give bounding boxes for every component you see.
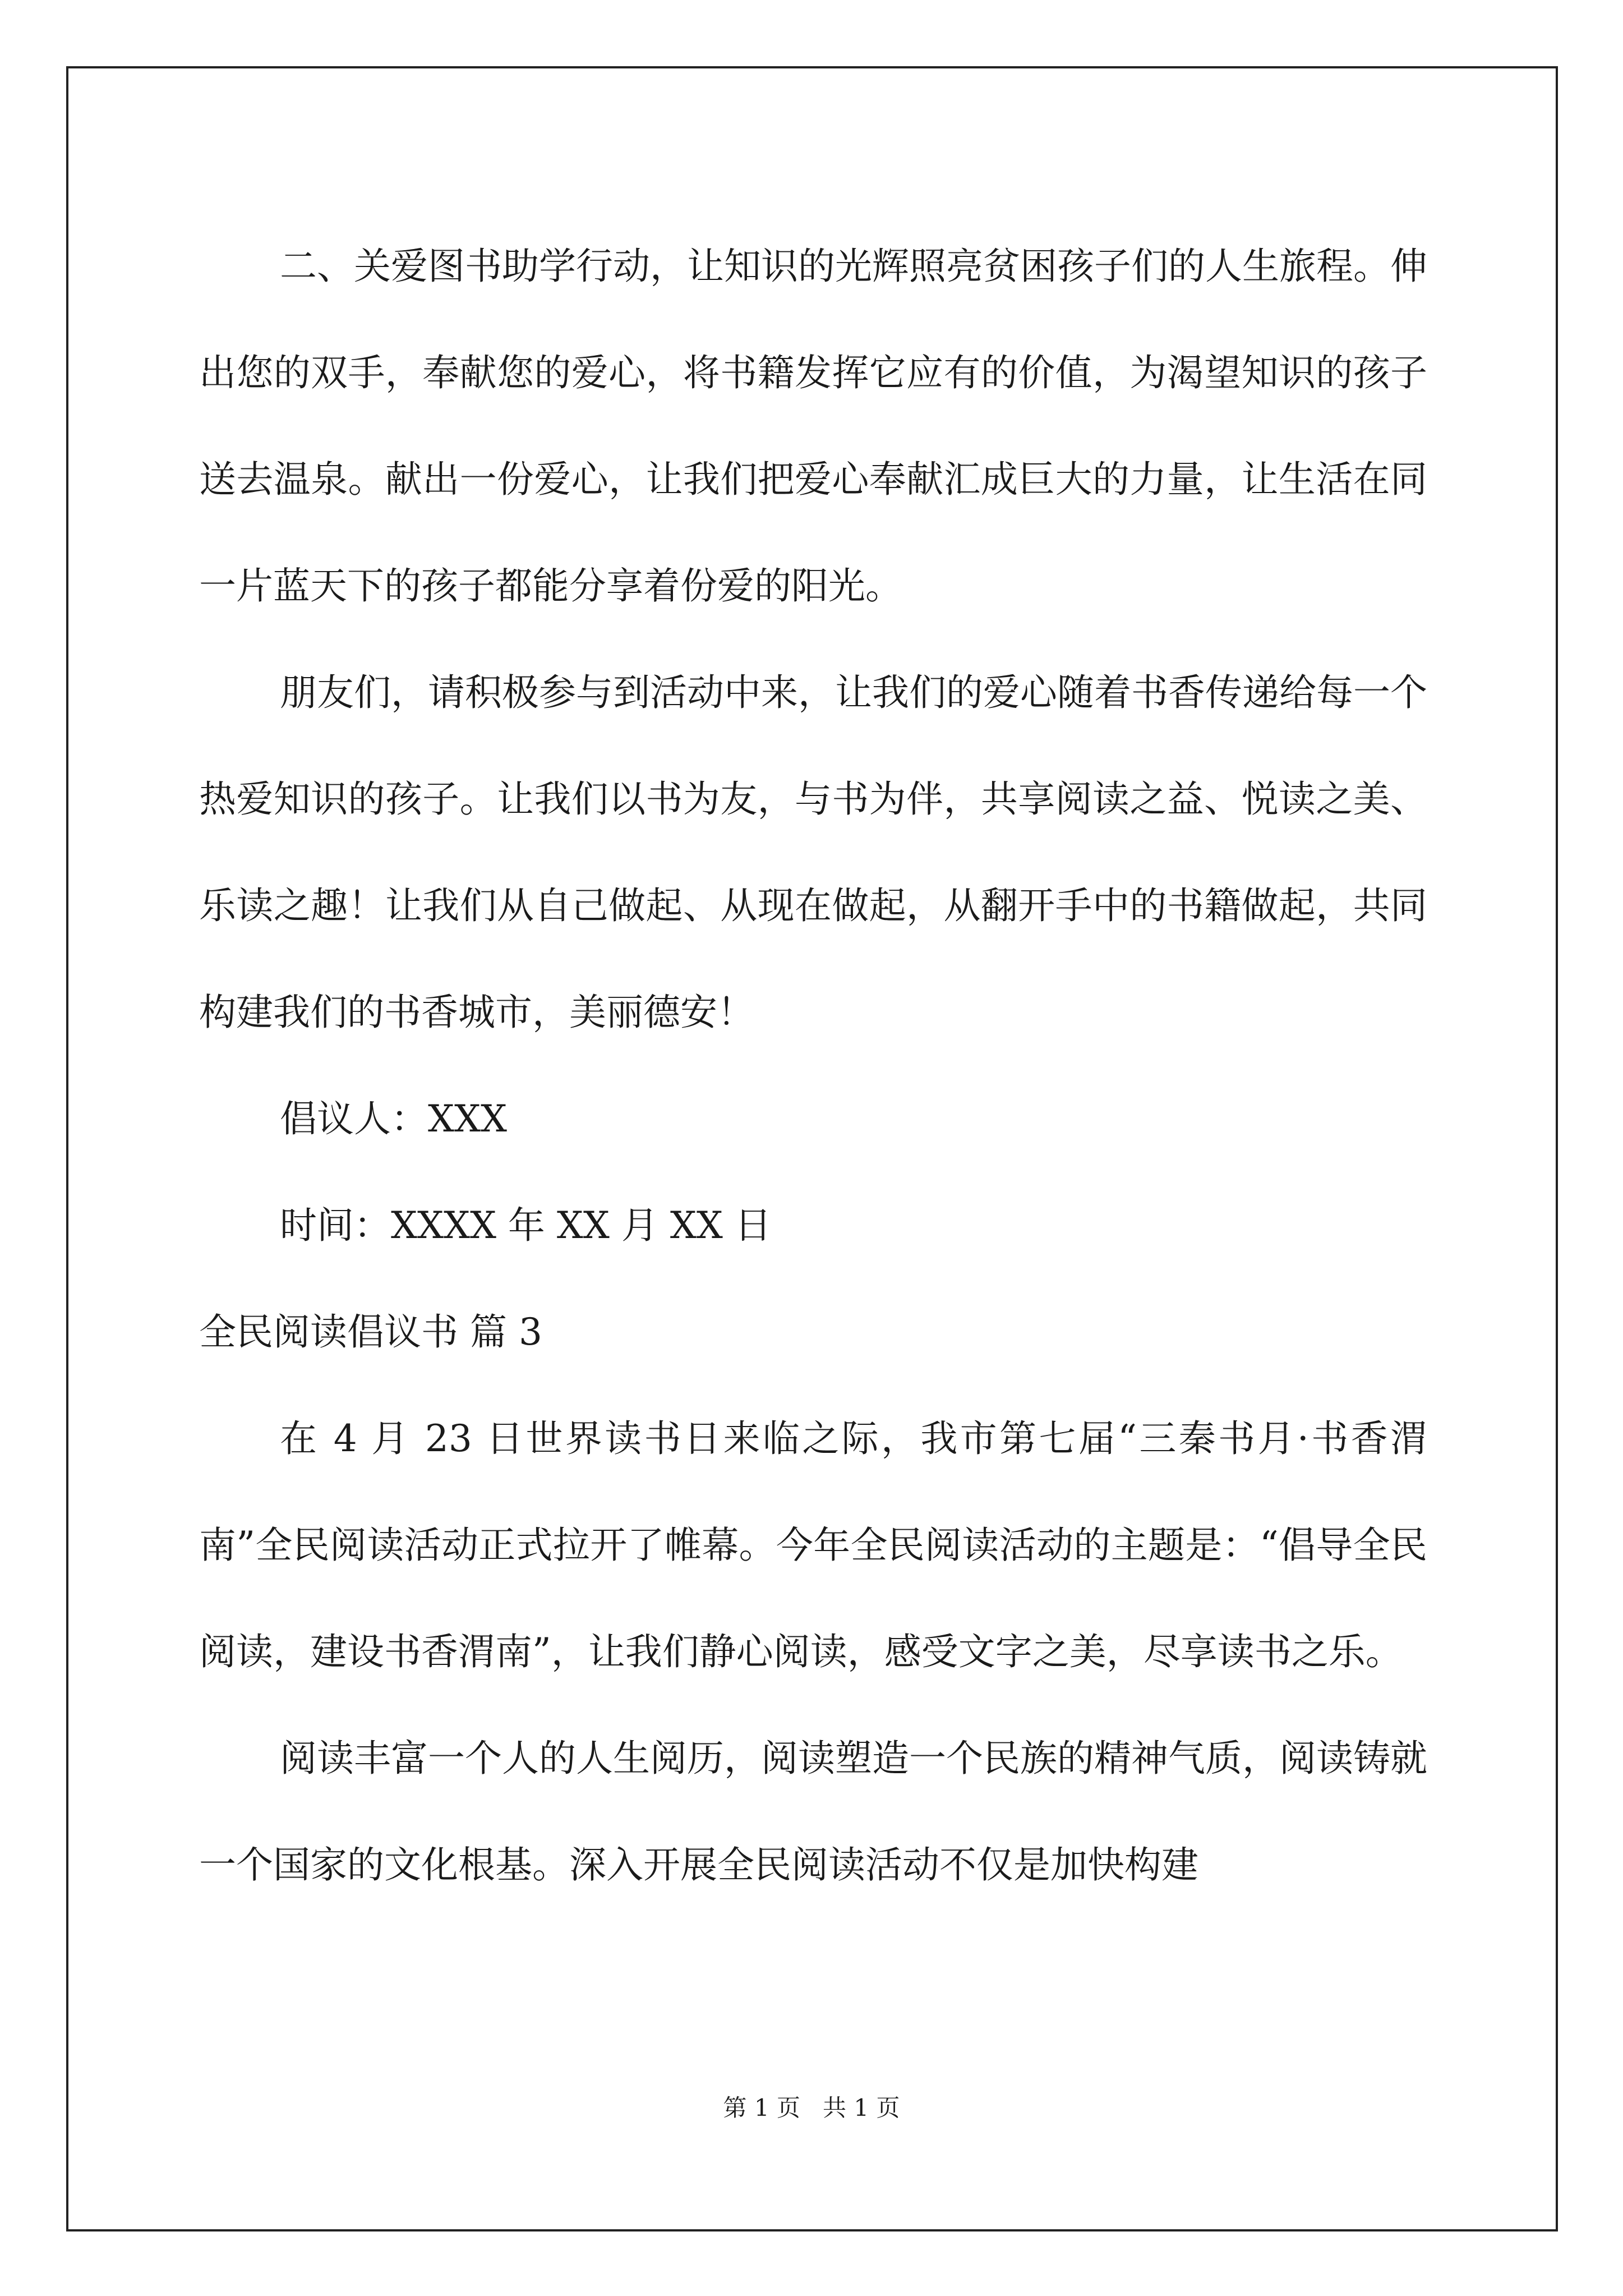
paragraph-reading-value: 阅读丰富一个人的人生阅历，阅读塑造一个民族的精神气质，阅读铸就一个国家的文化根基。深入开展全民阅读活动不仅是加快构建 (199, 1737, 1427, 1887)
section-heading: 全民阅读倡议书 篇 3 (199, 1310, 542, 1354)
page-footer: 第 1 页 共 1 页 (723, 2094, 900, 2122)
document-body (199, 213, 1427, 1918)
paragraph-date: 时间：XXXX 年 XX 月 XX 日 (280, 1204, 772, 1247)
paragraph-love-books-action: 二、关爱图书助学行动，让知识的光辉照亮贫困孩子们的人生旅程。伸出您的双手，奉献您的爱心，将书籍发挥它应有的价值，为渴望知识的孩子送去温泉。献出一份爱心，让我们把爱心奉献汇成巨大的力量，让生活在同一片蓝天下的孩子都能分享着份爱的阳光。 (199, 245, 1427, 608)
paragraph-reading-day: 在 4 月 23 日世界读书日来临之际，我市第七届“三秦书月·书香渭南”全民阅读活动正式拉开了帷幕。今年全民阅读活动的主题是：“倡导全民阅读，建设书香渭南”，让我们静心阅读，感受文字之美，尽享读书之乐。 (199, 1417, 1427, 1673)
paragraph-initiator: 倡议人：XXX (280, 1097, 507, 1140)
paragraph-call-to-friends: 朋友们，请积极参与到活动中来，让我们的爱心随着书香传递给每一个热爱知识的孩子。让我们以书为友，与书为伴，共享阅读之益、悦读之美、乐读之趣！让我们从自己做起、从现在做起，从翻开手中的书籍做起，共同构建我们的书香城市，美丽德安！ (199, 671, 1427, 1034)
